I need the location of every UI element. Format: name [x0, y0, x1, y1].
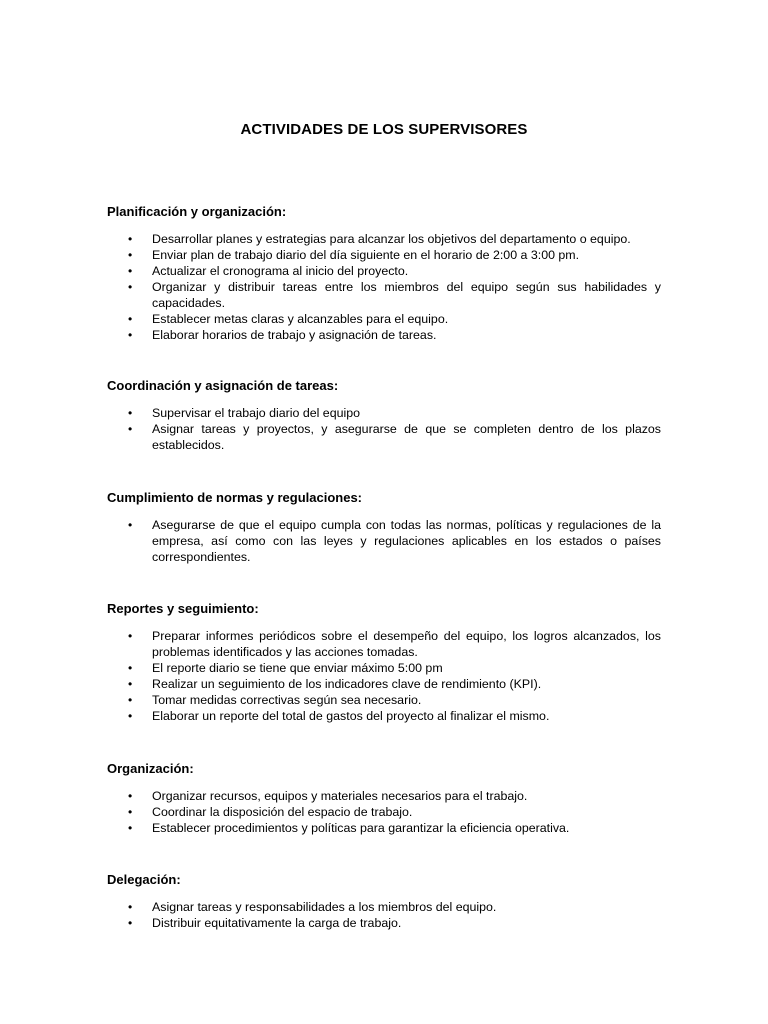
list-item [107, 899, 661, 915]
list-item-text: Supervisar el trabajo diario del equipo [152, 406, 361, 420]
list-item [107, 708, 661, 724]
section-heading: Planificación y organización: [107, 204, 287, 219]
list-item [107, 247, 661, 263]
list-item [107, 231, 661, 247]
list-item [107, 405, 661, 421]
bullet-icon: • [128, 406, 133, 420]
bullet-icon: • [128, 821, 133, 835]
list-item-text: Asegurarse de que el equipo cumpla con todas las normas, políticas y regulaciones de la empresa, así como con las leyes y regulaciones aplicables en los estados o países correspondientes. [152, 518, 661, 564]
bullet-list [107, 899, 661, 931]
list-item-text: Asignar tareas y proyectos, y asegurarse de que se completen dentro de los plazos establecidos. [152, 422, 661, 452]
list-item-text: Preparar informes periódicos sobre el desempeño del equipo, los logros alcanzados, los problemas identificados y las acciones tomadas. [152, 629, 661, 659]
list-item [107, 311, 661, 327]
section-coordinacion [107, 378, 661, 453]
list-item [107, 820, 661, 836]
section-heading: Coordinación y asignación de tareas: [107, 378, 339, 393]
list-item [107, 915, 661, 931]
section-delegacion [107, 872, 661, 931]
section-heading: Delegación: [107, 872, 181, 887]
list-item-text: Organizar recursos, equipos y materiales necesarios para el trabajo. [152, 789, 528, 803]
bullet-icon: • [128, 661, 133, 675]
bullet-list [107, 231, 661, 343]
bullet-icon: • [128, 328, 133, 342]
bullet-icon: • [128, 789, 133, 803]
section-cumplimiento [107, 490, 661, 565]
bullet-list [107, 405, 661, 453]
bullet-icon: • [128, 677, 133, 691]
list-item-text: Establecer procedimientos y políticas para garantizar la eficiencia operativa. [152, 821, 570, 835]
bullet-list [107, 517, 661, 565]
bullet-icon: • [128, 693, 133, 707]
list-item-text: Asignar tareas y responsabilidades a los miembros del equipo. [152, 900, 497, 914]
list-item-text: Coordinar la disposición del espacio de trabajo. [152, 805, 413, 819]
bullet-icon: • [128, 805, 133, 819]
bullet-icon: • [128, 518, 133, 532]
bullet-icon: • [128, 280, 133, 294]
list-item [107, 692, 661, 708]
list-item-text: El reporte diario se tiene que enviar máximo 5:00 pm [152, 661, 443, 675]
bullet-icon: • [128, 709, 133, 723]
section-reportes [107, 601, 661, 724]
list-item-text: Distribuir equitativamente la carga de trabajo. [152, 916, 402, 930]
list-item-text: Organizar y distribuir tareas entre los miembros del equipo según sus habilidades y capacidades. [152, 280, 661, 310]
section-organizacion [107, 761, 661, 836]
bullet-icon: • [128, 422, 133, 436]
list-item-text: Elaborar horarios de trabajo y asignación de tareas. [152, 328, 437, 342]
list-item-text: Desarrollar planes y estrategias para alcanzar los objetivos del departamento o equipo. [152, 232, 631, 246]
bullet-list [107, 628, 661, 724]
bullet-icon: • [128, 916, 133, 930]
list-item [107, 279, 661, 311]
bullet-icon: • [128, 248, 133, 262]
list-item [107, 804, 661, 820]
list-item-text: Enviar plan de trabajo diario del día siguiente en el horario de 2:00 a 3:00 pm. [152, 248, 580, 262]
list-item [107, 788, 661, 804]
section-heading: Cumplimiento de normas y regulaciones: [107, 490, 362, 505]
list-item-text: Establecer metas claras y alcanzables para el equipo. [152, 312, 449, 326]
section-heading: Organización: [107, 761, 194, 776]
list-item-text: Realizar un seguimiento de los indicadores clave de rendimiento (KPI). [152, 677, 542, 691]
list-item [107, 660, 661, 676]
list-item [107, 628, 661, 660]
bullet-icon: • [128, 629, 133, 643]
list-item-text: Tomar medidas correctivas según sea necesario. [152, 693, 422, 707]
section-heading: Reportes y seguimiento: [107, 601, 259, 616]
list-item [107, 263, 661, 279]
bullet-icon: • [128, 264, 133, 278]
list-item [107, 676, 661, 692]
bullet-list [107, 788, 661, 836]
section-planificacion [107, 204, 661, 343]
bullet-icon: • [128, 312, 133, 326]
list-item-text: Actualizar el cronograma al inicio del proyecto. [152, 264, 409, 278]
bullet-icon: • [128, 900, 133, 914]
list-item [107, 327, 661, 343]
list-item [107, 421, 661, 453]
list-item-text: Elaborar un reporte del total de gastos del proyecto al finalizar el mismo. [152, 709, 550, 723]
bullet-icon: • [128, 232, 133, 246]
document-title: ACTIVIDADES DE LOS SUPERVISORES [240, 121, 528, 138]
list-item [107, 517, 661, 565]
